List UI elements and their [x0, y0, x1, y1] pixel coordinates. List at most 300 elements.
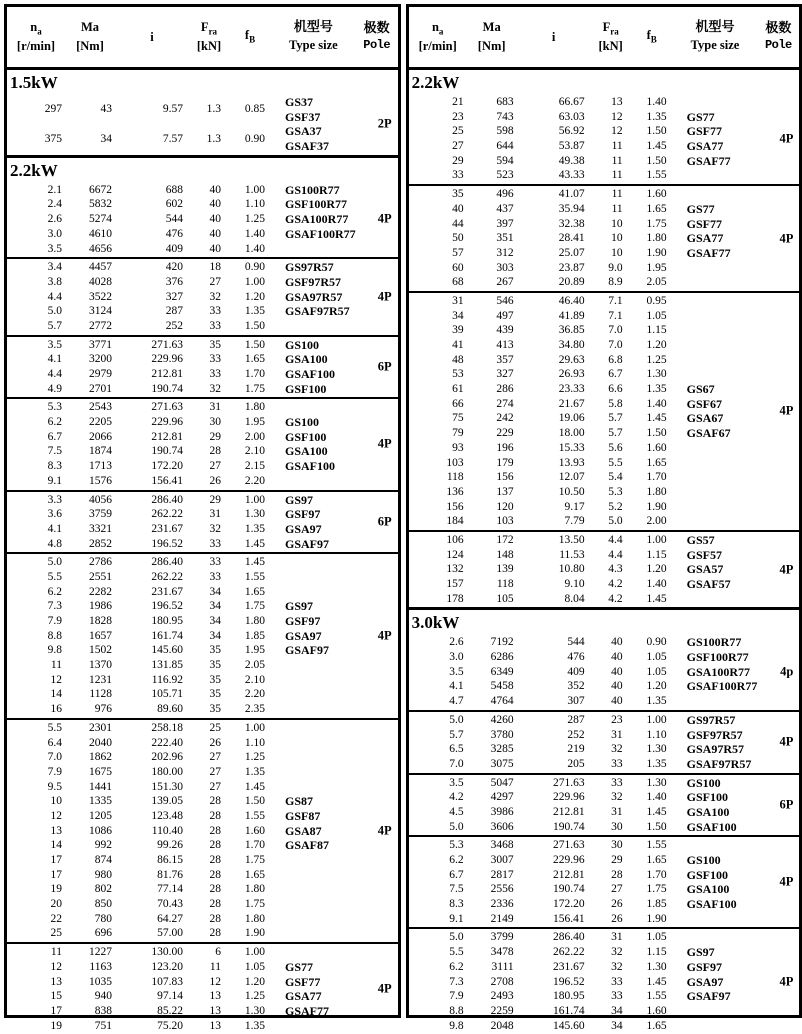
cell-fb: 1.35 [646, 757, 667, 770]
cell-ma: 357 [496, 353, 514, 366]
pole-badge: 6P [377, 359, 392, 374]
col-header-pole: 极数 Pole [363, 20, 391, 52]
table-row [409, 110, 800, 125]
cell-ma: 43 [100, 103, 112, 116]
type-cell [673, 397, 758, 412]
cell-i: 180.95 [151, 615, 183, 627]
cell-ma: 2786 [89, 556, 112, 569]
pole-badge: 2P [377, 116, 392, 131]
cell-fra: 27 [209, 275, 221, 288]
cell-fra: 40 [611, 651, 623, 664]
cell-fra: 33 [611, 776, 623, 789]
section-title: 1.5kW [10, 73, 58, 92]
type-size-label: GSA100 [686, 804, 730, 819]
pole-badge: 4P [779, 874, 794, 889]
cell-i: 57.00 [157, 927, 183, 940]
gear-block [409, 927, 800, 1034]
cell-na: 25 [452, 125, 464, 138]
cell-ma: 118 [496, 578, 514, 590]
cell-na: 60 [452, 261, 464, 274]
cell-i: 131.85 [151, 659, 183, 672]
cell-i: 252 [567, 728, 585, 741]
table-row [409, 397, 800, 412]
cell-ma: 120 [496, 500, 514, 513]
table-row [409, 1019, 800, 1034]
cell-fra: 28 [611, 868, 623, 881]
cell-fb: 1.90 [646, 912, 667, 925]
type-cell [673, 989, 758, 1004]
cell-fb: 1.45 [646, 412, 667, 425]
cell-fra: 13 [209, 1019, 221, 1032]
cell-na: 3.0 [47, 227, 62, 240]
cell-fb: 1.05 [646, 651, 667, 664]
table-row [7, 260, 398, 275]
cell-na: 5.5 [449, 946, 464, 959]
cell-na: 6.4 [47, 736, 62, 749]
cell-fra: 33 [209, 319, 221, 332]
cell-na: 8.3 [449, 898, 464, 911]
table-row [7, 687, 398, 702]
table-row [7, 183, 398, 198]
cell-na: 13 [50, 975, 62, 988]
col-header-na: $n_a$ [r/min] [16, 20, 56, 54]
cell-ma: 4056 [89, 493, 112, 506]
col-header-fb: $f_B$ [646, 28, 657, 45]
cell-na: 9.5 [47, 780, 62, 793]
cell-ma: 1035 [89, 975, 112, 988]
type-size-label: GSF100 [686, 790, 729, 805]
table-row [409, 853, 800, 868]
cell-fb: 1.25 [244, 751, 265, 764]
left-panel [4, 4, 401, 1032]
type-size-label: GSF100 [686, 867, 729, 882]
cell-fb: 1.85 [244, 629, 265, 642]
table-row [7, 702, 398, 717]
cell-fra: 11 [611, 169, 623, 182]
table-row [409, 485, 800, 500]
table-row [409, 882, 800, 897]
section-title: 3.0kW [411, 613, 460, 633]
table-row [409, 650, 800, 665]
cell-fb: 1.80 [244, 912, 265, 925]
table-row [409, 790, 800, 805]
gear-block [409, 94, 800, 184]
cell-na: 4.5 [449, 805, 464, 818]
cell-fb: 1.60 [646, 1004, 667, 1017]
cell-i: 602 [165, 198, 183, 211]
cell-fra: 1.3 [206, 132, 221, 145]
cell-na: 61 [452, 383, 464, 396]
cell-fb: 1.25 [646, 353, 667, 366]
cell-ma: 2493 [490, 990, 514, 1003]
cell-na: 2.1 [47, 183, 62, 196]
cell-fra: 8.9 [608, 276, 623, 289]
cell-i: 262.22 [151, 570, 183, 583]
table-row [7, 975, 398, 990]
cell-fra: 4.4 [608, 533, 623, 546]
type-size-label: GSAF77 [686, 153, 731, 168]
type-size-label: GSA100 [285, 352, 328, 367]
cell-ma: 3478 [490, 946, 514, 959]
type-cell [673, 246, 758, 261]
table-row [409, 275, 800, 290]
cell-ma: 397 [496, 217, 514, 230]
cell-fb: 1.35 [244, 765, 265, 778]
cell-ma: 2336 [490, 898, 514, 911]
cell-fb: 1.20 [244, 290, 265, 303]
cell-i: 53.87 [558, 140, 585, 153]
cell-fb: 1.70 [244, 368, 265, 380]
cell-fra: 33 [209, 368, 221, 380]
cell-i: 19.06 [558, 412, 585, 425]
table-row [7, 338, 398, 353]
cell-na: 6.2 [449, 960, 464, 973]
table-row [7, 95, 398, 124]
cell-na: 10 [50, 795, 62, 808]
cell-na: 124 [446, 548, 464, 561]
cell-i: 205 [567, 757, 585, 770]
table-row [7, 459, 398, 474]
type-size-label: GS100 [285, 337, 320, 352]
type-cell [673, 548, 758, 563]
cell-i: 36.85 [558, 324, 585, 337]
cell-fra: 31 [611, 805, 623, 818]
type-size-label: GSA57 [686, 562, 724, 577]
cell-na: 4.8 [47, 537, 62, 550]
table-row [7, 242, 398, 257]
type-cell [271, 197, 356, 212]
cell-i: 286.40 [151, 556, 183, 569]
cell-fra: 10 [611, 217, 623, 230]
table-row [409, 470, 800, 485]
table-row [409, 95, 800, 110]
cell-fra: 27 [209, 780, 221, 793]
cell-ma: 992 [94, 839, 112, 852]
cell-fra: 27 [209, 751, 221, 764]
cell-fb: 2.10 [244, 445, 265, 458]
cell-fra: 5.7 [608, 412, 623, 425]
table-row [7, 960, 398, 975]
cell-ma: 3606 [490, 820, 514, 833]
cell-i: 196.52 [151, 537, 183, 550]
cell-ma: 34 [100, 132, 112, 145]
cell-fb: 1.30 [646, 743, 667, 756]
cell-fb: 1.35 [244, 522, 265, 535]
type-size-label: GSA97 [285, 628, 322, 643]
cell-na: 17 [50, 868, 62, 881]
table-row [409, 168, 800, 183]
table-row [7, 599, 398, 614]
cell-na: 3.4 [47, 261, 62, 274]
cell-i: 13.93 [558, 456, 585, 469]
cell-i: 81.76 [157, 868, 183, 881]
cell-ma: 3075 [490, 757, 514, 770]
pole-badge: 4P [779, 734, 794, 749]
pole-badge: 4P [779, 974, 794, 989]
cell-fra: 28 [209, 445, 221, 458]
cell-fra: 27 [209, 460, 221, 473]
cell-ma: 103 [496, 515, 514, 528]
table-row [409, 217, 800, 232]
cell-i: 196.52 [151, 600, 183, 613]
cell-fb: 1.65 [244, 868, 265, 881]
type-cell [673, 635, 758, 650]
cell-i: 77.14 [157, 883, 183, 896]
table-row [7, 507, 398, 522]
table-row [7, 750, 398, 765]
cell-fra: 11 [611, 202, 623, 215]
cell-i: 43.33 [558, 169, 585, 182]
right-panel [406, 4, 802, 1032]
cell-fra: 35 [209, 338, 221, 351]
type-cell [271, 629, 356, 644]
pole-badge: 4P [377, 981, 392, 996]
table-row [7, 824, 398, 839]
cell-ma: 148 [496, 548, 514, 561]
cell-na: 136 [446, 485, 464, 498]
type-size-label: GSAF100R77 [285, 226, 356, 241]
cell-i: 41.89 [558, 309, 585, 322]
type-size-label: GS87 [285, 794, 314, 809]
cell-fb: 1.45 [646, 140, 667, 153]
cell-fra: 40 [611, 636, 623, 649]
cell-fb: 1.50 [244, 338, 265, 351]
cell-fb: 1.30 [244, 508, 265, 521]
type-size-label: GSA67 [686, 411, 724, 426]
cell-ma: 1205 [89, 809, 112, 822]
cell-fb: 1.00 [244, 493, 265, 506]
type-cell [673, 139, 758, 154]
cell-i: 212.81 [553, 805, 585, 818]
cell-fb: 1.20 [244, 975, 265, 988]
col-header-fra: $F_{ra}$ [kN] [598, 20, 623, 54]
table-row [409, 776, 800, 791]
cell-i: 229.96 [553, 854, 585, 866]
cell-fb: 1.80 [646, 485, 667, 498]
cell-i: 35.94 [558, 202, 585, 215]
cell-fra: 33 [611, 990, 623, 1003]
table-row [409, 294, 800, 309]
cell-fb: 1.65 [646, 202, 667, 215]
cell-fra: 7.1 [608, 294, 623, 307]
power-section [7, 70, 398, 155]
cell-i: 231.67 [151, 585, 183, 598]
type-cell [271, 367, 356, 382]
cell-fb: 1.70 [244, 839, 265, 852]
table-row [7, 212, 398, 227]
type-cell [271, 290, 356, 305]
cell-ma: 2556 [490, 883, 514, 896]
cell-ma: 4764 [490, 695, 514, 708]
cell-i: 262.22 [151, 508, 183, 521]
cell-fb: 1.40 [646, 791, 667, 804]
cell-ma: 3780 [490, 728, 514, 741]
pole-badge: 6P [779, 797, 794, 812]
table-row [7, 570, 398, 585]
type-cell [271, 989, 356, 1004]
type-cell [271, 352, 356, 367]
section-title: 2.2kW [411, 73, 460, 92]
cell-fb: 1.70 [646, 471, 667, 484]
type-size-label: GSF100 [285, 381, 327, 396]
cell-na: 157 [446, 578, 464, 590]
cell-ma: 4457 [89, 261, 112, 274]
table-row [409, 231, 800, 246]
cell-i: 107.83 [151, 975, 183, 988]
table-row [7, 555, 398, 570]
cell-na: 3.8 [47, 275, 62, 288]
type-cell [673, 217, 758, 232]
type-size-label: GS100 [686, 775, 721, 790]
cell-na: 17 [50, 1004, 62, 1017]
cell-fb: 1.50 [646, 154, 667, 167]
table-row [409, 456, 800, 471]
cell-fra: 32 [611, 743, 623, 756]
cell-i: 13.50 [558, 533, 585, 546]
table-row [7, 304, 398, 319]
cell-ma: 980 [94, 868, 112, 881]
pole-badge: 4P [779, 231, 794, 246]
cell-i: 231.67 [553, 960, 585, 973]
cell-ma: 437 [496, 202, 514, 215]
gear-block [7, 182, 398, 257]
type-size-label: GSA100 [285, 444, 328, 459]
cell-ma: 5458 [490, 680, 514, 693]
type-size-label: GSA37 [285, 124, 322, 139]
cell-fra: 10 [611, 232, 623, 245]
cell-fra: 5.7 [608, 427, 623, 440]
cell-na: 5.3 [449, 839, 464, 852]
cell-i: 307 [567, 695, 585, 708]
cell-fra: 40 [209, 213, 221, 226]
type-cell [271, 382, 356, 397]
cell-fra: 23 [611, 713, 623, 726]
cell-fb: 1.75 [646, 217, 667, 230]
table-row [7, 124, 398, 153]
cell-fb: 1.65 [646, 854, 667, 866]
cell-i: 172.20 [553, 898, 585, 911]
cell-fb: 1.60 [646, 441, 667, 454]
cell-ma: 327 [496, 368, 514, 381]
cell-na: 4.1 [449, 680, 464, 693]
cell-i: 86.15 [157, 854, 183, 866]
cell-i: 139.05 [151, 795, 183, 808]
type-size-label: GS97 [285, 492, 314, 507]
cell-i: 70.43 [157, 898, 183, 911]
cell-ma: 1713 [89, 460, 112, 473]
cell-ma: 976 [94, 703, 112, 716]
cell-fra: 33 [611, 975, 623, 988]
cell-fb: 1.10 [646, 728, 667, 741]
left-header-row [7, 7, 398, 70]
cell-na: 5.0 [449, 820, 464, 833]
type-size-label: GSAF97 [686, 989, 731, 1004]
cell-fb: 1.20 [646, 680, 667, 693]
cell-ma: 2048 [490, 1019, 514, 1032]
pole-badge: 4P [779, 131, 794, 146]
type-size-label: GSF97 [285, 507, 321, 522]
type-size-label: GS97R57 [285, 260, 334, 275]
table-row [409, 912, 800, 927]
type-cell [271, 794, 356, 809]
type-cell [673, 853, 758, 868]
cell-na: 57 [452, 246, 464, 259]
table-row [409, 665, 800, 680]
table-row [7, 1019, 398, 1034]
cell-i: 32.38 [558, 217, 585, 230]
cell-fb: 1.15 [646, 324, 667, 337]
cell-ma: 2301 [89, 721, 112, 734]
type-size-label: GSF97R57 [686, 727, 743, 742]
cell-fb: 1.20 [646, 563, 667, 576]
cell-i: 544 [165, 213, 183, 226]
cell-i: 190.74 [151, 445, 183, 458]
cell-i: 110.40 [151, 824, 183, 837]
type-size-label: GS67 [686, 382, 715, 397]
cell-ma: 139 [496, 563, 514, 576]
cell-ma: 1502 [89, 644, 112, 657]
cell-na: 9.8 [449, 1019, 464, 1032]
cell-fra: 13 [209, 990, 221, 1003]
cell-fb: 1.10 [244, 736, 265, 749]
type-cell [673, 665, 758, 680]
cell-fb: 1.80 [244, 401, 265, 414]
type-size-label: GSAF100R77 [686, 679, 758, 694]
cell-fb: 1.00 [244, 721, 265, 734]
cell-na: 132 [446, 563, 464, 576]
cell-ma: 2066 [89, 430, 112, 443]
cell-fra: 31 [611, 728, 623, 741]
cell-i: 15.33 [558, 441, 585, 454]
cell-fb: 1.55 [244, 570, 265, 583]
cell-na: 7.5 [47, 445, 62, 458]
type-cell [673, 945, 758, 960]
type-cell [271, 95, 356, 124]
cell-fb: 1.45 [646, 805, 667, 818]
cell-ma: 3468 [490, 839, 514, 852]
cell-fra: 40 [611, 680, 623, 693]
cell-fra: 40 [209, 227, 221, 240]
type-size-label: GSAF97R57 [285, 304, 350, 319]
table-row [409, 154, 800, 169]
table-row [7, 400, 398, 415]
cell-fb: 1.70 [646, 868, 667, 881]
cell-i: 219 [567, 743, 585, 756]
cell-ma: 743 [496, 110, 514, 123]
type-cell [673, 202, 758, 217]
cell-ma: 1163 [89, 960, 112, 973]
cell-na: 5.0 [47, 305, 62, 318]
cell-na: 2.6 [449, 636, 464, 649]
table-row [7, 493, 398, 508]
cell-ma: 1231 [89, 673, 112, 686]
type-cell [673, 728, 758, 743]
type-cell [673, 820, 758, 835]
type-size-label: GSF67 [686, 396, 723, 411]
cell-i: 21.67 [558, 397, 585, 410]
cell-fb: 1.10 [244, 198, 265, 211]
cell-ma: 4260 [490, 713, 514, 726]
cell-i: 409 [165, 242, 183, 255]
cell-i: 41.07 [558, 188, 585, 201]
cell-na: 3.5 [449, 665, 464, 678]
pole-badge: 6P [377, 514, 392, 529]
cell-fra: 29 [209, 430, 221, 443]
cell-ma: 3007 [490, 854, 514, 866]
cell-na: 93 [452, 441, 464, 454]
type-cell [271, 338, 356, 353]
type-size-label: GSAF100 [686, 819, 737, 834]
